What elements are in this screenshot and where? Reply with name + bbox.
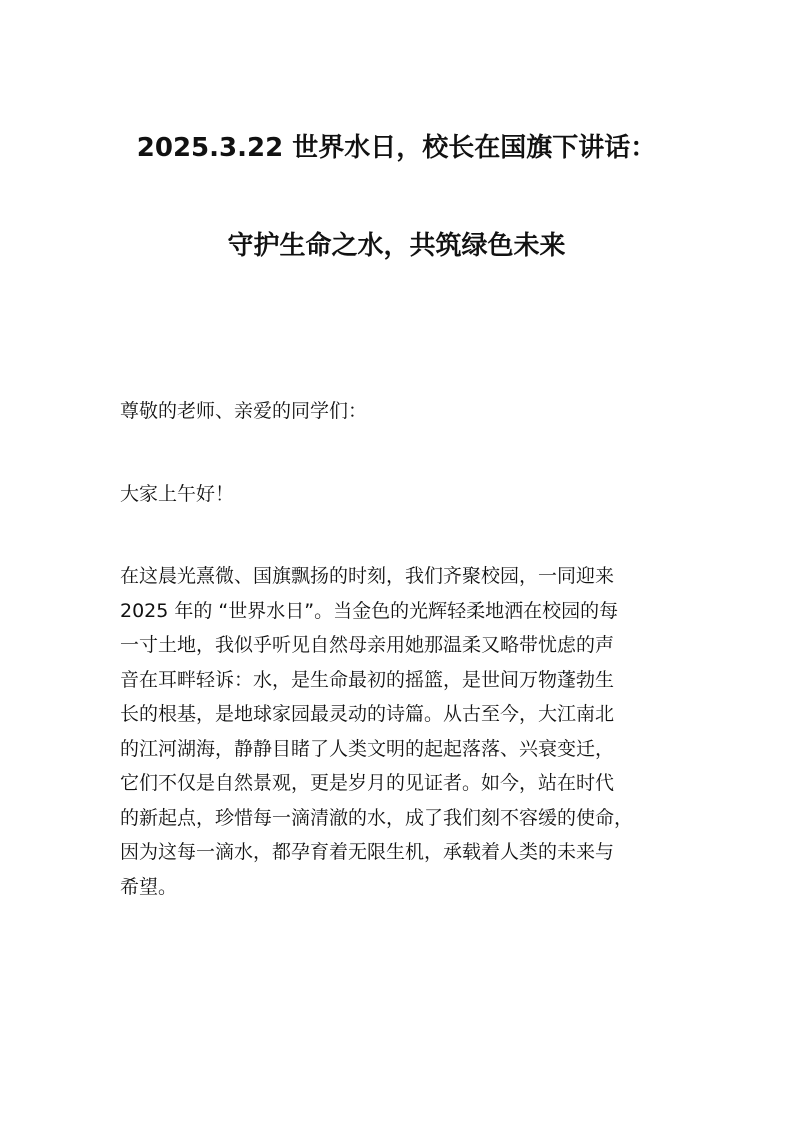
paragraph-line: 的江河湖海，静静目睹了人类文明的起起落落、兴衰变迁， <box>120 737 615 760</box>
paragraph-line: 长的根基，是地球家园最灵动的诗篇。从古至今，大江南北 <box>120 703 615 725</box>
paragraph-line: 一寸土地，我似乎听见自然母亲用她那温柔又略带忧虑的声 <box>120 634 615 656</box>
greeting: 大家上午好！ <box>120 483 235 505</box>
body-paragraph <box>120 559 690 904</box>
paragraph-line: 的新起点，珍惜每一滴清澈的水，成了我们刻不容缓的使命， <box>120 806 634 829</box>
paragraph-line: 它们不仅是自然景观，更是岁月的见证者。如今，站在时代 <box>120 772 615 794</box>
paragraph-line: 因为这每一滴水，都孕育着无限生机，承载着人类的未来与 <box>120 841 615 863</box>
paragraph-line: 2025 年的 “世界水日”。当金色的光辉轻柔地洒在校园的每 <box>120 599 619 622</box>
paragraph-line: 在这晨光熹微、国旗飘扬的时刻，我们齐聚校园，一同迎来 <box>120 565 615 587</box>
title-line-1: 2025.3.22 世界水日，校长在国旗下讲话： <box>136 133 657 163</box>
paragraph-line: 音在耳畔轻诉：水，是生命最初的摇篮，是世间万物蓬勃生 <box>120 668 615 691</box>
paragraph-line: 希望。 <box>120 875 178 898</box>
salutation: 尊敬的老师、亲爱的同学们： <box>120 400 368 422</box>
title-line-2: 守护生命之水，共筑绿色未来 <box>227 231 566 261</box>
